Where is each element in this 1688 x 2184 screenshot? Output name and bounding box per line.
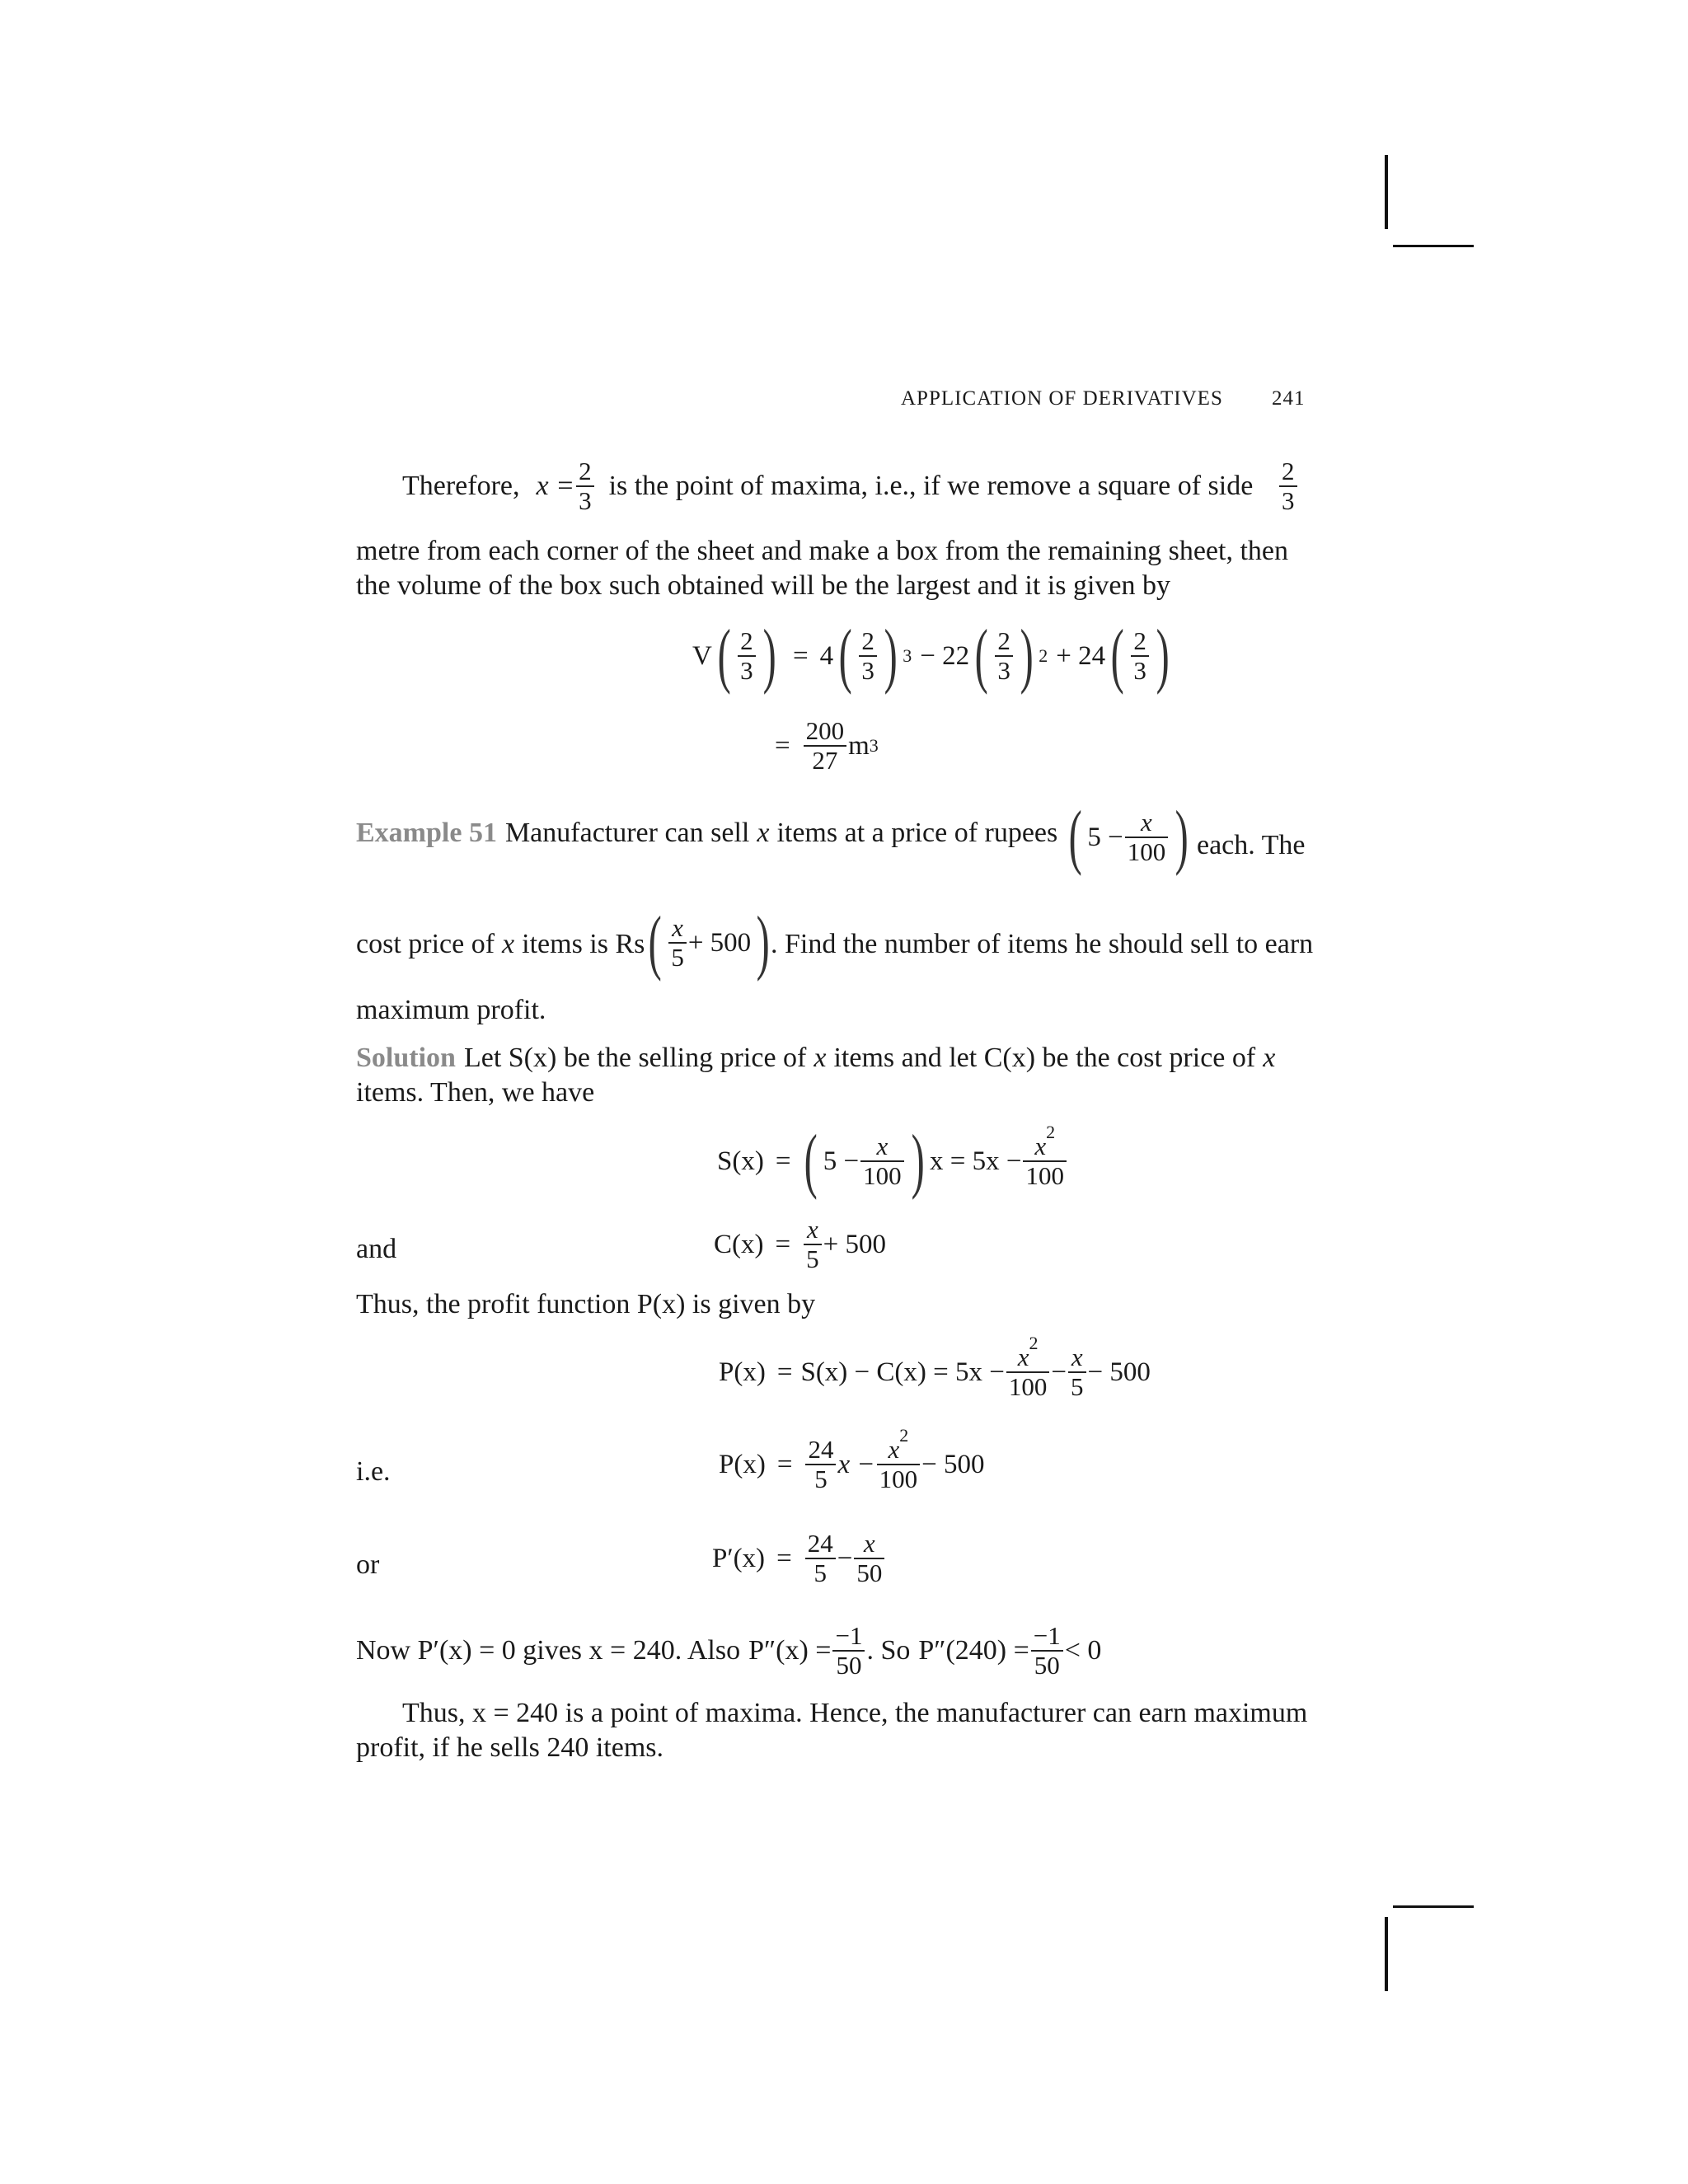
ie-label: i.e.	[356, 1456, 391, 1487]
page-number: 241	[1272, 387, 1306, 410]
para1-line1: Therefore, x = $\frac{2}{3}$ is the point of maxima, i.e., if we remove a square of side	[402, 457, 1254, 515]
example-cost-expr: ( $\frac{x}{5}$ + 500 )	[648, 902, 770, 982]
example-line3: maximum profit.	[356, 995, 546, 1025]
crop-mark-top-horizontal	[1393, 245, 1474, 247]
para1-line2: metre from each corner of the sheet and make a box from the remaining sheet, then	[356, 536, 1288, 566]
header-title: APPLICATION OF DERIVATIVES	[901, 387, 1223, 410]
fraction-side: $\frac{2}{3}$	[1278, 457, 1299, 515]
solution-line2: items. Then, we have	[356, 1077, 595, 1108]
example-price-expr: ( 5 − $\frac{x}{100}$ )	[1068, 797, 1189, 877]
solution-line1: Solution Let S(x) be the selling price of x items and let C(x) be the cost price of x	[356, 1041, 1275, 1076]
selling-price-equation: S(x) = ( 5 − $\frac{x}{100}$ ) x = 5x − $\frac{x^2}{100}$	[717, 1125, 1068, 1197]
solution-label: Solution	[356, 1043, 456, 1073]
fraction-two-thirds: $\frac{2}{3}$	[576, 457, 594, 515]
second-derivative-line: Now P′(x) = 0 gives x = 240. Also P″(x) = $\frac{-1}{50}$ . So P″(240) = $\frac{-1}{50}$ < 0	[356, 1621, 1102, 1680]
crop-mark-bottom-vertical	[1385, 1917, 1388, 1991]
crop-mark-top-vertical	[1385, 155, 1388, 229]
conclusion-line2: profit, if he sells 240 items.	[356, 1732, 664, 1763]
profit-function-line: Thus, the profit function P(x) is given by	[356, 1289, 816, 1319]
para1-line3: the volume of the box such obtained will be the largest and it is given by	[356, 570, 1171, 601]
profit-simplified: P(x) = $\frac{24}{5}$ x − $\frac{x^2}{100}$ − 500	[719, 1425, 985, 1493]
conclusion-line1: Thus, x = 240 is a point of maxima. Hence, the manufacturer can earn maximum	[402, 1698, 1308, 1728]
example-line2-end: . Find the number of items he should sell to earn	[771, 929, 1314, 959]
running-header	[901, 387, 1223, 410]
example-line1-end: each. The	[1197, 830, 1306, 860]
example-line2: cost price of x items is Rs	[356, 929, 645, 959]
example-line1: Example 51 Manufacturer can sell x items at a price of rupees	[356, 816, 1057, 851]
and-label: and	[356, 1234, 397, 1264]
volume-equation: V ( $\frac{2}{3}$ ) = 4 ( $\frac{2}{3}$ ) 3 − 22 ( $\frac{2}{3}$ ) 2 + 24 ( $\frac{2}{3}$ )	[692, 616, 1170, 696]
example-label: Example 51	[356, 818, 497, 848]
profit-equation: P(x) = S(x) − C(x) = 5x − $\frac{x^2}{100}$ − $\frac{x}{5}$ − 500	[719, 1333, 1151, 1401]
volume-result: = $\frac{200}{27}$ m 3	[775, 716, 879, 775]
or-label: or	[356, 1549, 380, 1580]
cost-equation: C(x) = $\frac{x}{5}$ + 500	[714, 1215, 886, 1273]
derivative-equation: P′(x) = $\frac{24}{5}$ − $\frac{x}{50}$	[712, 1530, 886, 1587]
crop-mark-bottom-horizontal	[1393, 1905, 1474, 1908]
